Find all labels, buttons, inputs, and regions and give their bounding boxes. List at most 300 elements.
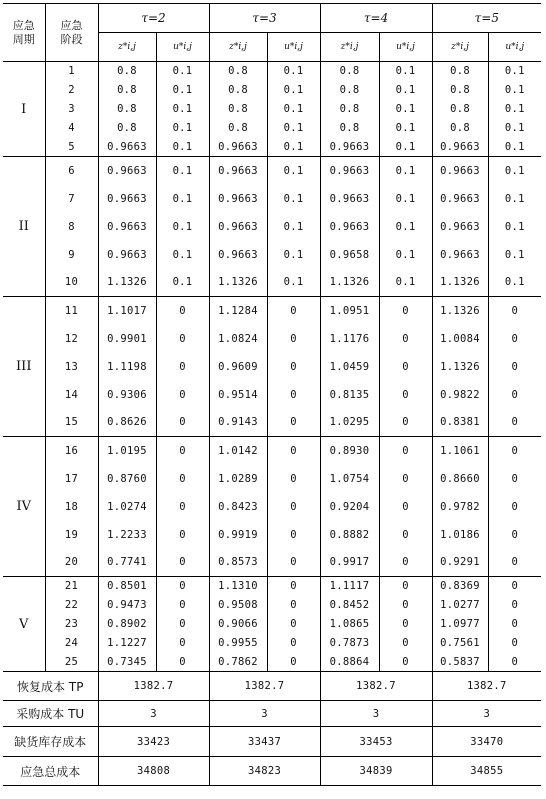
table-row [3,615,541,634]
u-value-cell: 0 [488,549,541,577]
z-value-cell: 0.8 [98,62,156,81]
stage-cell: 12 [45,325,98,353]
z-value-cell: 0.8 [320,119,379,138]
stage-cell: 23 [45,615,98,634]
u-value-cell: 0.1 [267,213,320,241]
z-value-cell: 0.8 [209,100,267,119]
u-value-cell: 0 [379,596,432,615]
z-value-cell: 0.8 [320,100,379,119]
table-row [3,549,541,577]
stage-cell: 19 [45,521,98,549]
u-value-cell: 0.1 [379,119,432,138]
stage-cell: 14 [45,381,98,409]
u-value-cell: 0.1 [488,138,541,157]
table-row [3,381,541,409]
table-row [3,297,541,325]
table-row [3,138,541,157]
z-value-cell: 1.1227 [98,634,156,653]
z-value-cell: 1.0865 [320,615,379,634]
z-value-cell: 0.9663 [432,157,488,185]
u-value-cell: 0.1 [267,100,320,119]
z-value-cell: 0.9822 [432,381,488,409]
z-value-cell: 1.1117 [320,577,379,596]
u-value-cell: 0 [267,634,320,653]
table-row [3,577,541,596]
z-value-cell: 0.9609 [209,353,267,381]
summary-value-cell: 3 [432,701,541,727]
z-value-cell: 0.9663 [209,241,267,269]
u-value-cell: 0 [267,549,320,577]
summary-value-cell: 3 [320,701,432,727]
z-value-cell: 0.9663 [320,157,379,185]
u-value-cell: 0 [511,500,519,513]
z-value-cell: 0.9663 [209,138,267,157]
z-value-cell: 0.9917 [320,549,379,577]
tau-4-header: τ=4 [320,4,432,33]
z-value-cell: 0.9663 [432,241,488,269]
table-row [3,185,541,213]
u-value-cell: 0 [267,521,320,549]
z-value-cell: 1.0084 [432,325,488,353]
z-value-cell: 0.9663 [209,157,267,185]
z-value-cell: 0.9919 [209,521,267,549]
u-value-cell: 0 [511,637,519,649]
stage-cell: 5 [45,138,98,157]
z-value-cell: 1.1061 [432,437,488,465]
z-subheader: z*i,j [209,33,267,62]
u-value-cell: 0 [511,304,519,317]
stage-cell: 8 [45,213,98,241]
z-value-cell: 0.9663 [432,138,488,157]
stage-cell: 20 [45,549,98,577]
z-value-cell: 0.9663 [98,157,156,185]
z-value-cell: 1.0186 [432,521,488,549]
summary-value-cell: 1382.7 [209,672,320,701]
u-value-cell: 0 [511,580,519,593]
z-value-cell: 1.1017 [98,297,156,325]
stage-cell: 7 [45,185,98,213]
stage-cell: 4 [45,119,98,138]
z-value-cell: 0.8930 [320,437,379,465]
u-value-cell: 0 [156,634,209,653]
u-value-cell: 0.1 [379,157,432,185]
z-value-cell: 0.9143 [209,409,267,437]
z-value-cell: 0.9306 [98,381,156,409]
z-value-cell: 0.9663 [98,213,156,241]
table-row [3,100,541,119]
z-value-cell: 0.9663 [320,185,379,213]
stage-cell: 9 [45,241,98,269]
z-value-cell: 1.1198 [98,353,156,381]
z-value-cell: 0.8573 [209,549,267,577]
u-value-cell: 0 [156,577,209,596]
u-value-cell: 0 [267,381,320,409]
table-row [3,465,541,493]
stage-cell: 13 [45,353,98,381]
u-value-cell: 0 [511,332,519,345]
stage-cell: 2 [45,81,98,100]
u-value-cell: 0 [267,353,320,381]
z-value-cell: 0.7345 [98,653,156,672]
u-value-cell: 0.1 [488,269,541,297]
z-value-cell: 0.8660 [432,465,488,493]
summary-label: 缺货库存成本 [3,727,98,757]
u-value-cell: 0.1 [156,62,209,81]
z-value-cell: 0.9508 [209,596,267,615]
u-value-cell: 0 [379,549,432,577]
u-value-cell: 0 [267,409,320,437]
u-value-cell: 0.1 [156,213,209,241]
u-value-cell: 0.1 [504,84,525,96]
u-value-cell: 0 [379,653,432,672]
u-value-cell: 0 [267,615,320,634]
z-value-cell: 1.0274 [98,493,156,521]
table-row [3,62,541,81]
u-value-cell: 0 [379,577,432,596]
u-value-cell: 0.1 [504,248,525,261]
z-value-cell: 1.0289 [209,465,267,493]
u-value-cell: 0 [267,325,320,353]
stage-header-line-2: 阶段 [60,32,83,46]
summary-row [3,757,541,786]
tau-2-header: τ=2 [98,4,209,33]
u-value-cell: 0.1 [379,269,432,297]
u-value-cell: 0.1 [267,119,320,138]
u-value-cell: 0.1 [267,185,320,213]
table-row [3,269,541,297]
summary-row [3,727,541,757]
z-value-cell: 0.8 [209,62,267,81]
u-value-cell: 0 [156,493,209,521]
u-value-cell: 0 [379,325,432,353]
z-value-cell: 1.2233 [98,521,156,549]
z-value-cell: 0.9658 [320,241,379,269]
u-subheader: u*i,j [267,33,320,62]
u-value-cell: 0.1 [267,62,320,81]
summary-value-cell: 34855 [432,757,541,786]
z-value-cell: 0.9473 [98,596,156,615]
z-value-cell: 0.9663 [432,213,488,241]
summary-value-cell: 33423 [98,727,209,757]
z-value-cell: 0.9663 [320,138,379,157]
u-value-cell: 0 [156,297,209,325]
u-value-cell: 0.1 [156,269,209,297]
u-value-cell: 0 [156,353,209,381]
stage-cell: 6 [45,157,98,185]
u-value-cell: 0 [379,521,432,549]
table-row [3,437,541,465]
z-subheader: z*i,j [320,33,379,62]
u-value-cell: 0.1 [156,157,209,185]
u-value-cell: 0 [511,528,519,541]
z-value-cell: 0.8381 [432,409,488,437]
z-value-cell: 0.8452 [320,596,379,615]
stage-cell: 16 [45,437,98,465]
z-value-cell: 0.7561 [432,634,488,653]
stage-cell: 10 [45,269,98,297]
u-value-cell: 0.1 [156,81,209,100]
u-value-cell: 0.1 [504,164,525,177]
z-value-cell: 0.7873 [320,634,379,653]
stage-header [45,4,98,62]
z-value-cell: 1.1326 [98,269,156,297]
u-value-cell: 0 [156,521,209,549]
u-value-cell: 0.1 [267,241,320,269]
results-table [3,3,541,786]
tau-3-header: τ=3 [209,4,320,33]
u-value-cell: 0 [267,437,320,465]
z-value-cell: 1.1176 [320,325,379,353]
u-value-cell: 0 [511,388,519,401]
u-value-cell: 0 [156,653,209,672]
summary-value-cell: 3 [209,701,320,727]
z-value-cell: 1.0754 [320,465,379,493]
z-value-cell: 0.9782 [432,493,488,521]
u-value-cell: 0 [379,437,432,465]
stage-cell: 11 [45,297,98,325]
z-value-cell: 0.9204 [320,493,379,521]
z-value-cell: 0.8 [432,81,488,100]
table-row [3,353,541,381]
u-value-cell: 0 [267,596,320,615]
stage-cell: 1 [45,62,98,81]
u-value-cell: 0 [511,360,519,373]
summary-row [3,701,541,727]
z-value-cell: 0.8 [320,62,379,81]
cycle-cell: III [3,297,45,437]
cycle-header-line-1: 应急 [12,18,35,32]
z-value-cell: 1.0459 [320,353,379,381]
z-value-cell: 0.9663 [98,185,156,213]
u-value-cell: 0 [267,577,320,596]
z-value-cell: 0.7862 [209,653,267,672]
summary-value-cell: 3 [98,701,209,727]
u-value-cell: 0 [156,615,209,634]
table-header [3,4,541,62]
summary-value-cell: 34839 [320,757,432,786]
z-value-cell: 0.9066 [209,615,267,634]
summary-value-cell: 34808 [98,757,209,786]
z-value-cell: 0.8135 [320,381,379,409]
u-value-cell: 0.1 [156,185,209,213]
u-value-cell: 0.1 [379,81,432,100]
u-value-cell: 0 [511,472,519,485]
u-value-cell: 0.1 [379,62,432,81]
z-value-cell: 1.1326 [432,297,488,325]
stage-cell: 24 [45,634,98,653]
u-value-cell: 0.1 [379,185,432,213]
stage-cell: 22 [45,596,98,615]
u-value-cell: 0 [156,437,209,465]
z-value-cell: 0.8902 [98,615,156,634]
z-value-cell: 1.0824 [209,325,267,353]
z-value-cell: 1.1284 [209,297,267,325]
z-value-cell: 0.8 [209,119,267,138]
z-value-cell: 0.5837 [432,653,488,672]
u-value-cell: 0.1 [504,122,525,134]
table-row [3,119,541,138]
u-value-cell: 0 [156,325,209,353]
u-value-cell: 0.1 [504,192,525,205]
cycle-cell: IV [3,437,45,577]
z-value-cell: 0.8369 [432,577,488,596]
cycle-header [3,4,45,62]
table-row [3,493,541,521]
u-value-cell: 0 [511,599,519,611]
table-row [3,81,541,100]
z-value-cell: 0.9663 [98,241,156,269]
z-value-cell: 1.0277 [432,596,488,615]
cycle-cell: V [3,577,45,672]
z-value-cell: 1.0977 [432,615,488,634]
stage-cell: 17 [45,465,98,493]
table-row [3,409,541,437]
summary-value-cell: 1382.7 [432,672,541,701]
z-value-cell: 0.8 [98,100,156,119]
z-value-cell: 0.8626 [98,409,156,437]
z-value-cell: 0.9663 [209,185,267,213]
u-value-cell: 0.1 [267,157,320,185]
table-row [3,213,541,241]
u-value-cell: 0.1 [379,100,432,119]
u-value-cell: 0.1 [156,100,209,119]
table-row [3,241,541,269]
stage-cell: 3 [45,100,98,119]
u-value-cell: 0 [379,381,432,409]
u-value-cell: 0 [267,465,320,493]
z-subheader: z*i,j [98,33,156,62]
cycle-header-line-2: 周期 [12,32,35,46]
z-value-cell: 0.7741 [98,549,156,577]
z-value-cell: 0.8423 [209,493,267,521]
u-value-cell: 0.1 [379,138,432,157]
table-row [3,653,541,672]
cycle-cell: I [3,62,45,157]
z-subheader: z*i,j [432,33,488,62]
u-value-cell: 0 [488,409,541,437]
u-value-cell: 0 [379,353,432,381]
z-value-cell: 0.8760 [98,465,156,493]
u-value-cell: 0 [379,297,432,325]
u-value-cell: 0.1 [156,241,209,269]
table-row [3,325,541,353]
u-value-cell: 0.1 [267,138,320,157]
z-value-cell: 1.0142 [209,437,267,465]
summary-value-cell: 1382.7 [98,672,209,701]
u-value-cell: 0 [511,618,519,630]
table-row [3,596,541,615]
u-subheader: u*i,j [488,33,541,62]
u-value-cell: 0 [267,297,320,325]
u-value-cell: 0 [156,381,209,409]
z-value-cell: 1.1326 [432,353,488,381]
u-value-cell: 0.1 [267,269,320,297]
u-value-cell: 0 [156,465,209,493]
z-value-cell: 0.9663 [432,185,488,213]
summary-value-cell: 34823 [209,757,320,786]
u-value-cell: 0.1 [156,119,209,138]
z-value-cell: 0.9291 [432,549,488,577]
z-value-cell: 1.0195 [98,437,156,465]
z-value-cell: 0.9901 [98,325,156,353]
z-value-cell: 0.9514 [209,381,267,409]
z-value-cell: 1.1326 [320,269,379,297]
z-value-cell: 0.8 [320,81,379,100]
stage-cell: 18 [45,493,98,521]
cycle-cell: II [3,157,45,297]
stage-cell: 15 [45,409,98,437]
u-value-cell: 0.1 [504,103,525,115]
u-value-cell: 0.1 [267,81,320,100]
u-subheader: u*i,j [379,33,432,62]
u-value-cell: 0 [488,653,541,672]
summary-value-cell: 33470 [432,727,541,757]
u-value-cell: 0.1 [504,65,525,78]
table-body [3,62,541,672]
u-value-cell: 0 [379,409,432,437]
stage-header-line-1: 应急 [60,18,83,32]
u-value-cell: 0 [379,615,432,634]
u-value-cell: 0 [379,634,432,653]
z-value-cell: 0.8882 [320,521,379,549]
z-value-cell: 0.8 [209,81,267,100]
u-value-cell: 0.1 [504,220,525,233]
z-value-cell: 1.1310 [209,577,267,596]
summary-body [3,672,541,786]
u-value-cell: 0 [156,549,209,577]
z-value-cell: 0.8864 [320,653,379,672]
u-subheader: u*i,j [156,33,209,62]
tau-5-header: τ=5 [432,4,541,33]
u-value-cell: 0 [267,493,320,521]
z-value-cell: 1.0951 [320,297,379,325]
z-value-cell: 0.8 [98,81,156,100]
z-value-cell: 1.0295 [320,409,379,437]
table-row [3,521,541,549]
u-value-cell: 0 [267,653,320,672]
summary-label: 应急总成本 [3,757,98,786]
summary-value-cell: 1382.7 [320,672,432,701]
z-value-cell: 0.8 [432,119,488,138]
summary-value-cell: 33437 [209,727,320,757]
u-value-cell: 0 [379,465,432,493]
z-value-cell: 0.8 [432,100,488,119]
z-value-cell: 0.9955 [209,634,267,653]
z-value-cell: 0.8 [98,119,156,138]
z-value-cell: 0.8501 [98,577,156,596]
summary-row [3,672,541,701]
summary-label: 采购成本 TU [3,701,98,727]
stage-cell: 25 [45,653,98,672]
z-value-cell: 0.9663 [320,213,379,241]
stage-cell: 21 [45,577,98,596]
summary-value-cell: 33453 [320,727,432,757]
z-value-cell: 0.8 [432,62,488,81]
z-value-cell: 1.1326 [209,269,267,297]
z-value-cell: 0.9663 [209,213,267,241]
summary-label: 恢复成本 TP [3,672,98,701]
z-value-cell: 1.1326 [432,269,488,297]
u-value-cell: 0.1 [156,138,209,157]
u-value-cell: 0 [379,493,432,521]
u-value-cell: 0 [511,444,519,457]
u-value-cell: 0 [156,596,209,615]
u-value-cell: 0 [156,409,209,437]
table-row [3,157,541,185]
table-row [3,634,541,653]
z-value-cell: 0.9663 [98,138,156,157]
u-value-cell: 0.1 [379,213,432,241]
